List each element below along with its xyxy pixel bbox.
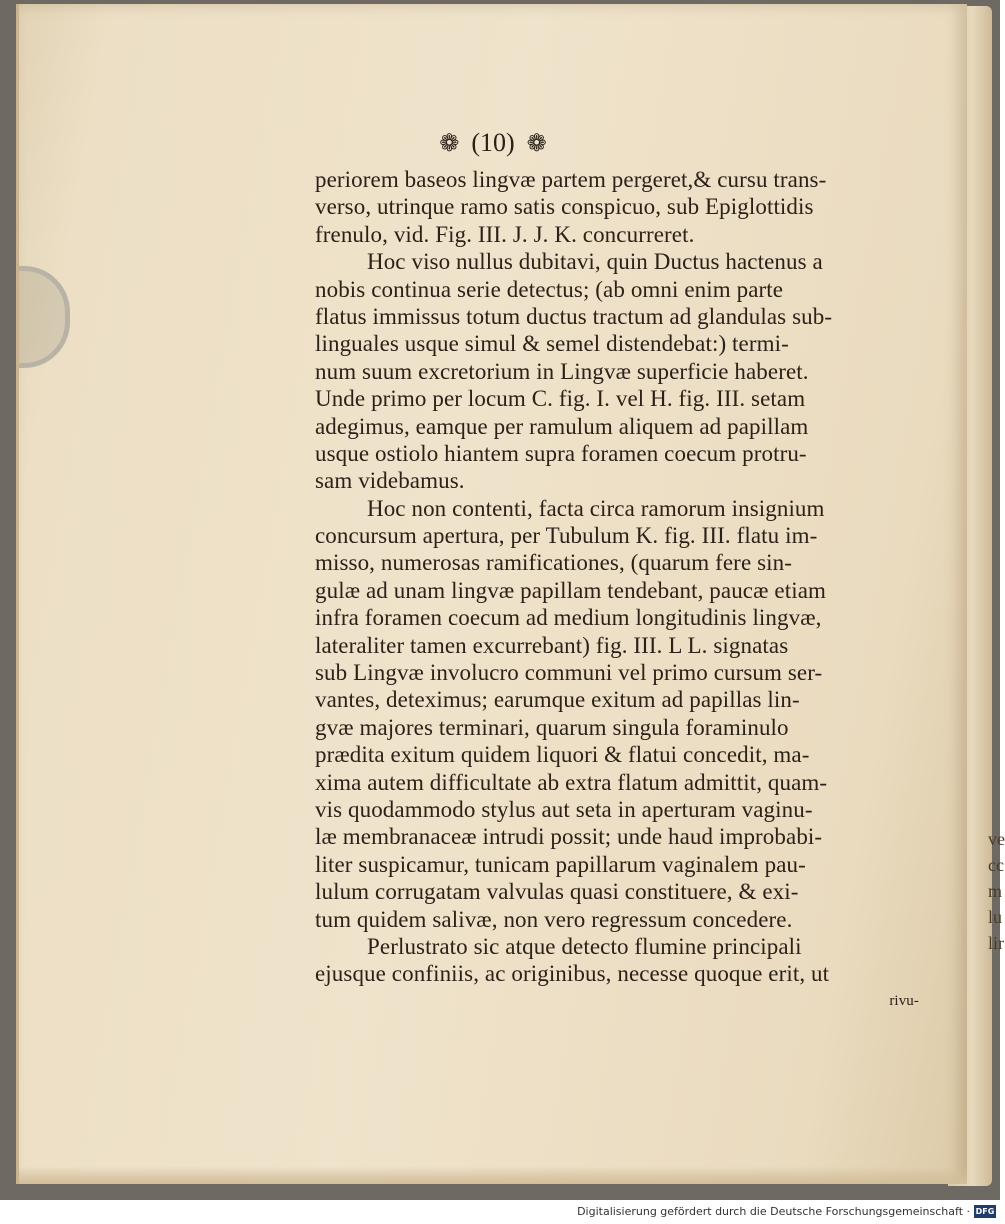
book-page bbox=[16, 4, 967, 1184]
text-line: verso, utrinque ramo satis conspicuo, sub Epiglottidis bbox=[315, 194, 814, 220]
footer-credit: Digitalisierung gefördert durch die Deutsche Forschungsgemeinschaft · bbox=[577, 1205, 970, 1218]
flower-ornament-right-icon: ❁ bbox=[526, 131, 547, 157]
footer-bar bbox=[0, 1200, 1000, 1224]
text-line: vantes, deteximus; earumque exitum ad papillas lin- bbox=[315, 687, 800, 713]
text-line: prædita exitum quidem liquori & flatui concedit, ma- bbox=[315, 742, 810, 768]
dfg-logo: DFG bbox=[975, 1207, 995, 1216]
text-line: Hoc non contenti, facta circa ramorum insignium bbox=[367, 495, 825, 521]
text-line: sub Lingvæ involucro communi vel primo cursum ser- bbox=[315, 660, 823, 686]
text-line: flatus immissus totum ductus tractum ad glandulas sub- bbox=[315, 303, 833, 329]
text-line: num suum excretorium in Lingvæ superficie haberet. bbox=[315, 358, 809, 384]
text-line: ejusque confiniis, ac originibus, necesse quoque erit, ut bbox=[315, 961, 830, 987]
text-line: tum quidem salivæ, non vero regressum concedere. bbox=[315, 906, 793, 932]
text-line: Unde primo per locum C. fig. I. vel H. fig. III. setam bbox=[315, 386, 806, 412]
catchword: rivu- bbox=[889, 992, 919, 1009]
text-line: misso, numerosas ramificationes, (quarum fere sin- bbox=[315, 550, 793, 576]
page-number: (10) bbox=[471, 128, 515, 157]
text-line: sam videbamus. bbox=[315, 468, 465, 494]
paper-clip bbox=[19, 266, 70, 368]
page-number-line bbox=[19, 128, 967, 158]
text-line: infra foramen coecum ad medium longitudinis lingvæ, bbox=[315, 605, 822, 631]
text-line: vis quodammodo stylus aut seta in aperturam vaginu- bbox=[315, 796, 813, 822]
text-line: gvæ majores terminari, quarum singula foraminulo bbox=[315, 714, 789, 740]
flower-ornament-left-icon: ❁ bbox=[439, 131, 460, 157]
text-line: læ membranaceæ intrudi possit; unde haud improbabi- bbox=[315, 824, 823, 850]
text-line: adegimus, eamque per ramulum aliquem ad papillam bbox=[315, 413, 809, 439]
text-line: liter suspicamur, tunicam papillarum vaginalem pau- bbox=[315, 851, 806, 877]
text-line: xima autem difficultate ab extra flatum admittit, quam- bbox=[315, 769, 828, 795]
text-line: usque ostiolo hiantem supra foramen coecum protru- bbox=[315, 440, 807, 466]
text-line: lulum corrugatam valvulas quasi constituere, & exi- bbox=[315, 879, 799, 905]
text-line: Hoc viso nullus dubitavi, quin Ductus hactenus a bbox=[367, 249, 823, 275]
text-line: frenulo, vid. Fig. III. J. J. K. concurreret. bbox=[315, 221, 695, 247]
body-text bbox=[315, 166, 919, 1015]
text-line: concursum apertura, per Tubulum K. fig. III. flatu im- bbox=[315, 523, 818, 549]
text-line: gulæ ad unam lingvæ papillam tendebant, paucæ etiam bbox=[315, 577, 826, 603]
text-line: nobis continua serie detectus; (ab omni enim parte bbox=[315, 276, 784, 302]
text-line: Perlustrato sic atque detecto flumine principali bbox=[367, 933, 802, 959]
next-page-fragment: ve cc m lu lir bbox=[988, 829, 1005, 953]
text-line: periorem baseos lingvæ partem pergeret,& cursu trans- bbox=[315, 167, 827, 192]
text-line: linguales usque simul & semel distendebat:) termi- bbox=[315, 331, 789, 357]
text-line: lateraliter tamen excurrebant) fig. III. L L. signatas bbox=[315, 632, 789, 658]
